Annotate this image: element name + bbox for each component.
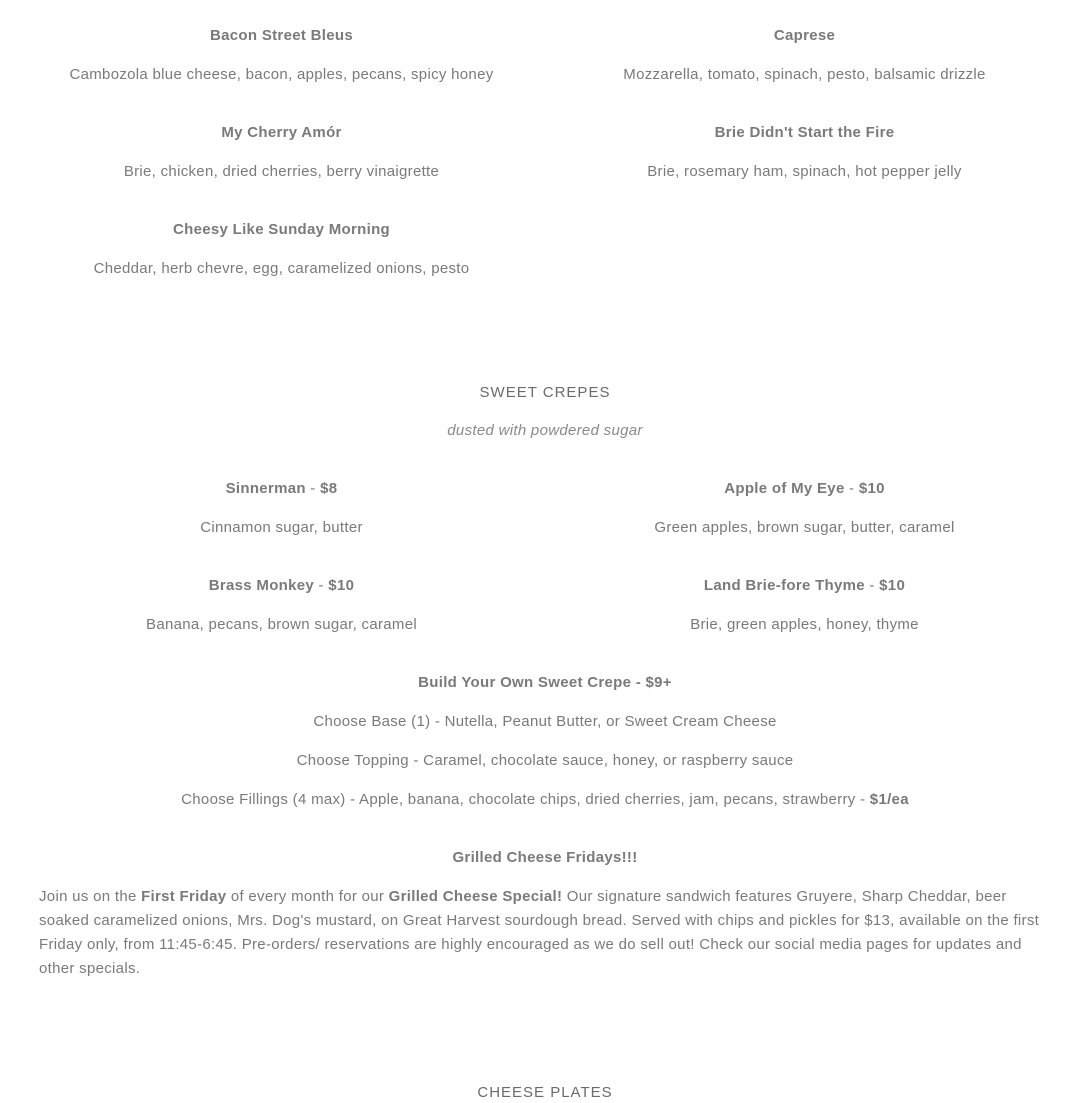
item-description: Brie, chicken, dried cherries, berry vinaigrette	[123, 163, 440, 180]
section-heading-cheese-plates: CHEESE PLATES	[477, 1084, 613, 1101]
item-name: My Cherry Amór	[221, 124, 342, 141]
item-name: Caprese	[773, 27, 836, 44]
item-description: Banana, pecans, brown sugar, caramel	[146, 616, 417, 633]
item-description: Green apples, brown sugar, butter, caramel	[654, 519, 955, 536]
build-own-base: Choose Base (1) - Nutella, Peanut Butter, or Sweet Cream Cheese	[313, 713, 777, 730]
item-description: Brie, green apples, honey, thyme	[690, 616, 919, 633]
item-price: $10	[858, 480, 885, 497]
menu-item	[20, 220, 543, 279]
build-own-topping: Choose Topping - Caramel, chocolate sauce, honey, or raspberry sauce	[296, 752, 794, 769]
fillings-text: Choose Fillings (4 max) - Apple, banana, chocolate chips, dried cherries, jam, pecans, strawberry -	[181, 791, 870, 808]
grilled-cheese-paragraph	[39, 885, 1051, 981]
item-name-line	[20, 479, 543, 499]
item-name: Bacon Street Bleus	[210, 27, 353, 44]
build-own-fillings	[0, 790, 1090, 810]
item-description: Cambozola blue cheese, bacon, apples, pecans, spicy honey	[69, 66, 494, 83]
para-text: Join us on the	[39, 888, 142, 905]
menu-item	[20, 123, 543, 182]
item-description: Cinnamon sugar, butter	[200, 519, 363, 536]
menu-item	[543, 123, 1066, 182]
item-name: Brie Didn't Start the Fire	[714, 124, 895, 141]
fillings-price: $1/ea	[869, 791, 909, 808]
item-name-line	[543, 576, 1066, 596]
section-heading-sweet: SWEET CREPES	[479, 384, 611, 401]
item-description: Mozzarella, tomato, spinach, pesto, balsamic drizzle	[623, 66, 986, 83]
section-subheading-sweet: dusted with powdered sugar	[447, 422, 643, 439]
item-price: $8	[320, 480, 338, 497]
price-separator: -	[305, 480, 321, 497]
item-name: Sinnerman	[225, 480, 306, 497]
price-separator: -	[844, 480, 859, 497]
para-bold: Grilled Cheese Special!	[388, 888, 563, 905]
menu-item	[543, 576, 1066, 635]
item-price: $10	[879, 577, 906, 594]
item-name: Apple of My Eye	[724, 480, 845, 497]
item-name-line	[543, 479, 1066, 499]
menu-item	[20, 26, 543, 85]
menu-item	[20, 576, 543, 635]
menu-item	[20, 479, 543, 538]
build-own-title: Build Your Own Sweet Crepe - $9+	[418, 674, 672, 691]
grilled-cheese-title: Grilled Cheese Fridays!!!	[452, 849, 638, 866]
item-name-line	[20, 576, 543, 596]
menu-item	[543, 479, 1066, 538]
item-description: Cheddar, herb chevre, egg, caramelized onions, pesto	[93, 260, 470, 277]
para-bold: First Friday	[141, 888, 227, 905]
para-text: of every month for our	[226, 888, 389, 905]
item-description: Brie, rosemary ham, spinach, hot pepper jelly	[647, 163, 962, 180]
para-text: Our signature sandwich features Gruyere, Sharp Cheddar, beer soaked caramelized onions, Mrs. Dog's mustard, on Great Harvest sourdough bread. Served with chips and pickles for $13, available on the first Friday only, from 11:45-6:45. Pre-orders/ reservations are highly encouraged as we do sell out! Check our social media pages for updates and other specials.	[39, 888, 1040, 977]
price-separator: -	[314, 577, 329, 594]
item-name: Land Brie-fore Thyme	[703, 577, 865, 594]
item-name: Cheesy Like Sunday Morning	[172, 221, 390, 238]
price-separator: -	[864, 577, 880, 594]
item-name: Brass Monkey	[208, 577, 315, 594]
item-price: $10	[328, 577, 355, 594]
menu-item	[543, 26, 1066, 85]
